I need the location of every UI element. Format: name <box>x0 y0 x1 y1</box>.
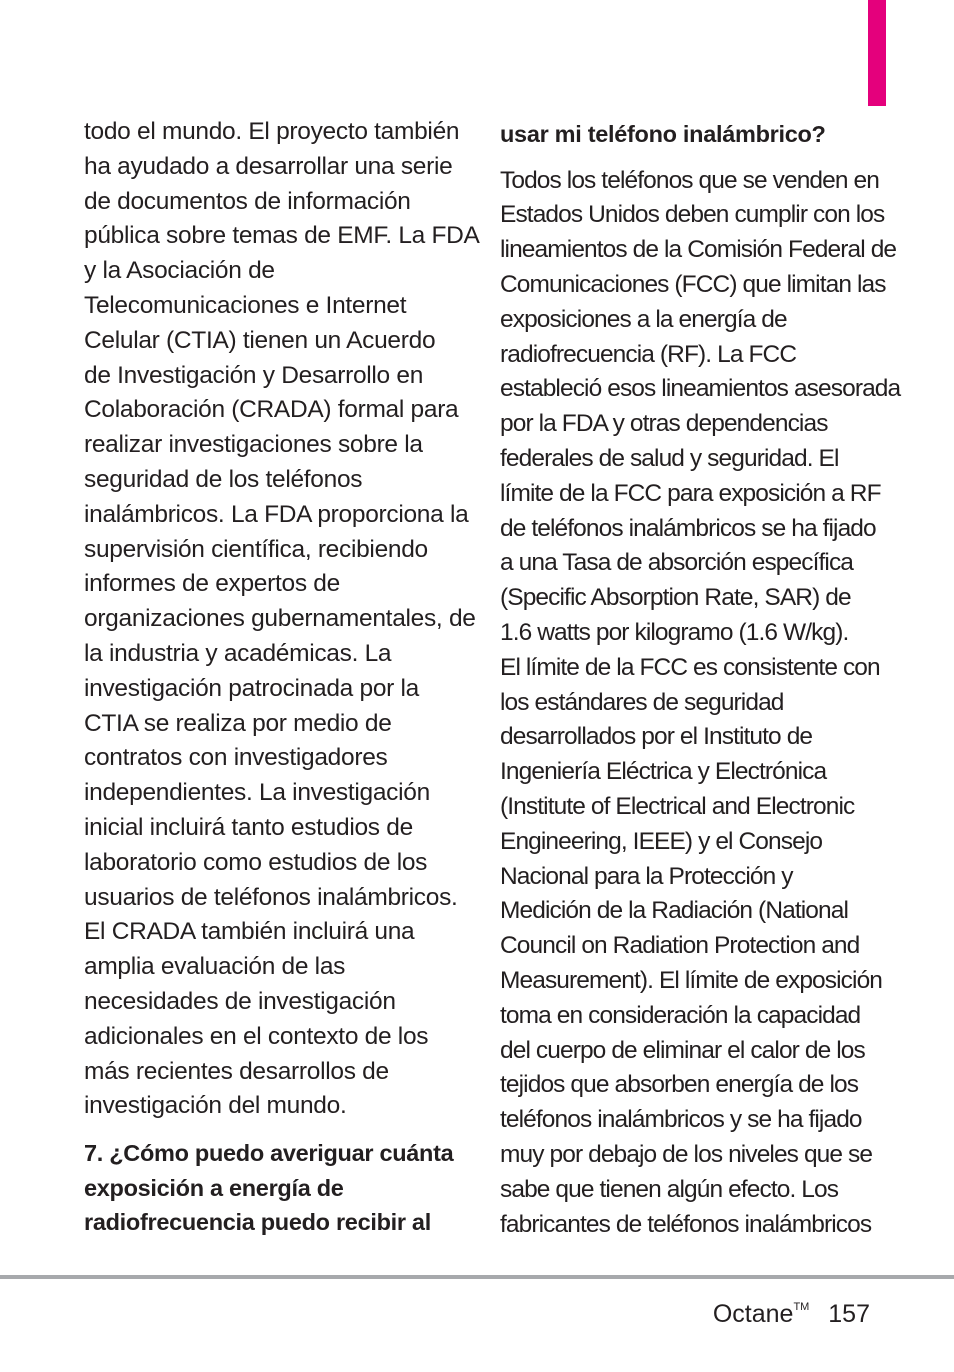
text-line: toma en consideración la capacidad <box>500 1001 861 1029</box>
text-line: sabe que tienen algún efecto. Los <box>500 1175 839 1203</box>
text-line: de Investigación y Desarrollo en <box>84 361 424 389</box>
left-column <box>84 115 480 1240</box>
text-line: a una Tasa de absorción específica <box>500 549 854 577</box>
text-line: informes de expertos de <box>84 570 340 598</box>
heading-line: radiofrecuencia puedo recibir al <box>84 1209 431 1236</box>
text-line: de teléfonos inalámbricos se ha fijado <box>500 514 876 542</box>
text-line: Todos los teléfonos que se venden en <box>500 166 879 194</box>
text-line: por la FDA y otras dependencias <box>500 410 828 438</box>
text-line: federales de salud y seguridad. El <box>500 444 839 472</box>
right-column <box>500 115 901 1242</box>
text-line: Measurement). El límite de exposición <box>500 966 883 994</box>
heading-line: usar mi teléfono inalámbrico? <box>500 121 826 147</box>
product-name: Octane <box>712 1300 794 1328</box>
footer-divider <box>0 1275 954 1279</box>
text-line: usuarios de teléfonos inalámbricos. <box>84 883 458 911</box>
text-line: Estados Unidos deben cumplir con los <box>500 201 885 229</box>
text-line: independientes. La investigación <box>84 779 430 807</box>
text-line: tejidos que absorben energía de los <box>500 1071 859 1099</box>
text-line: organizaciones gubernamentales, de <box>84 605 476 633</box>
text-line: Engineering, IEEE) y el Consejo <box>500 827 823 855</box>
text-line: de documentos de información <box>84 187 411 215</box>
text-line: laboratorio como estudios de los <box>84 848 428 876</box>
text-line: El CRADA también incluirá una <box>84 918 415 946</box>
text-line: todo el mundo. El proyecto también <box>84 118 460 145</box>
section-accent-tab <box>868 0 886 106</box>
text-line: muy por debajo de los niveles que se <box>500 1140 873 1168</box>
text-line: Telecomunicaciones e Internet <box>84 291 407 319</box>
page-number: 157 <box>828 1300 870 1328</box>
text-line: ha ayudado a desarrollar una serie <box>84 152 453 180</box>
text-line: adicionales en el contexto de los <box>84 1022 429 1050</box>
trademark-symbol: TM <box>793 1301 810 1313</box>
text-line: del cuerpo de eliminar el calor de los <box>500 1036 865 1064</box>
text-line: Medición de la Radiación (National <box>500 897 849 925</box>
text-line: la industria y académicas. La <box>84 639 392 667</box>
text-line: investigación del mundo. <box>84 1092 347 1120</box>
question-heading <box>84 1136 459 1240</box>
text-line: Council on Radiation Protection and <box>500 932 860 960</box>
text-line: Colaboración (CRADA) formal para <box>84 396 459 424</box>
text-line: realizar investigaciones sobre la <box>84 431 423 459</box>
text-line: límite de la FCC para exposición a RF <box>500 479 881 507</box>
heading-line: 7. ¿Cómo puedo averiguar cuánta <box>84 1140 454 1167</box>
page-footer <box>713 1290 870 1331</box>
text-line: inicial incluirá tanto estudios de <box>84 813 413 841</box>
left-paragraph <box>84 115 480 1124</box>
text-line: 1.6 watts por kilogramo (1.6 W/kg). <box>500 618 849 646</box>
text-line: teléfonos inalámbricos y se ha fijado <box>500 1106 862 1134</box>
text-line: amplia evaluación de las <box>84 953 346 981</box>
text-line: Nacional para la Protección y <box>500 862 793 890</box>
right-paragraph <box>500 164 901 1243</box>
text-line: Ingeniería Eléctrica y Electrónica <box>500 758 827 786</box>
text-line: y la Asociación de <box>84 257 275 285</box>
text-line: (Institute of Electrical and Electronic <box>500 792 855 820</box>
text-line: Celular (CTIA) tienen un Acuerdo <box>84 326 436 354</box>
text-line: Comunicaciones (FCC) que limitan las <box>500 270 886 298</box>
text-line: fabricantes de teléfonos inalámbricos <box>500 1210 872 1238</box>
text-line: estableció esos lineamientos asesorada <box>500 375 901 403</box>
text-line: El límite de la FCC es consistente con <box>500 653 880 681</box>
text-line: contratos con investigadores <box>84 744 388 772</box>
text-line: inalámbricos. La FDA proporciona la <box>84 500 469 528</box>
text-line: radiofrecuencia (RF). La FCC <box>500 340 797 368</box>
text-line: exposiciones a la energía de <box>500 305 787 333</box>
text-line: desarrollados por el Instituto de <box>500 723 813 751</box>
text-line: los estándares de seguridad <box>500 688 784 716</box>
text-line: más recientes desarrollos de <box>84 1057 389 1085</box>
question-heading-continued <box>500 117 872 152</box>
text-line: lineamientos de la Comisión Federal de <box>500 236 897 264</box>
text-line: seguridad de los teléfonos <box>84 465 363 493</box>
text-line: necesidades de investigación <box>84 987 396 1015</box>
heading-line: exposición a energía de <box>84 1174 344 1201</box>
text-line: supervisión científica, recibiendo <box>84 535 428 563</box>
text-line: investigación patrocinada por la <box>84 674 419 702</box>
text-line: (Specific Absorption Rate, SAR) de <box>500 584 851 612</box>
text-line: pública sobre temas de EMF. La FDA <box>84 222 480 250</box>
text-line: CTIA se realiza por medio de <box>84 709 392 737</box>
